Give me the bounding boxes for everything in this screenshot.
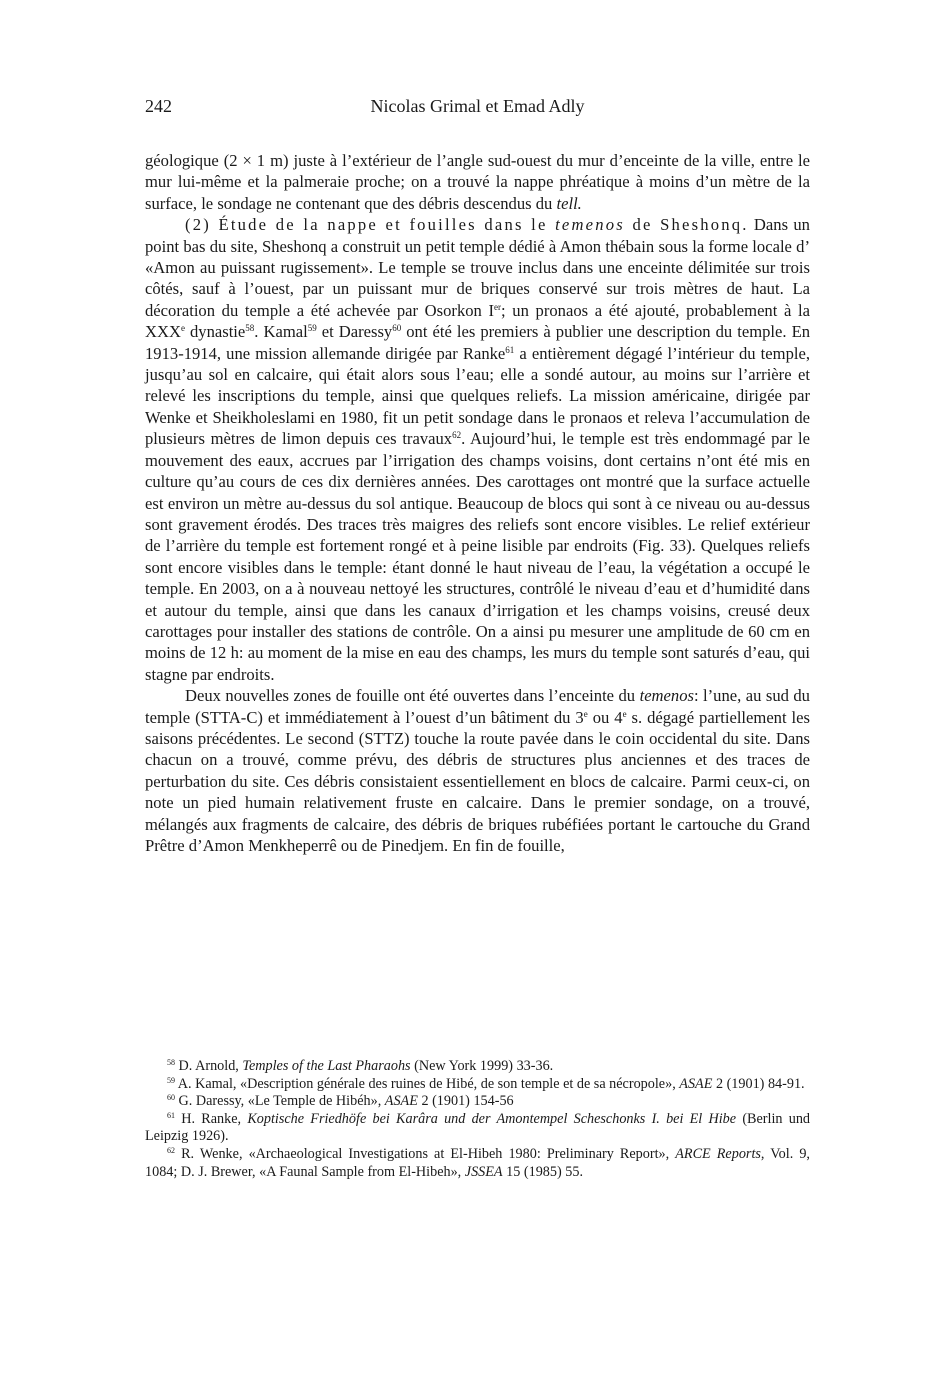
footnote-text: (Berlin und Leipzig 1926). (145, 1110, 811, 1145)
footnote-number: 58 (167, 1058, 175, 1067)
page-header (145, 96, 810, 126)
footnote-text: R. Wenke, «Archaeological Investigations at El-Hibeh 1980: Preliminary Report», (181, 1145, 676, 1162)
footnote-text: A. Kamal, «Description générale des ruines de Hibé, de son temple et de sa nécropole», (177, 1075, 680, 1092)
paragraph-3-text-c: ou 4 (587, 707, 623, 727)
footnotes (145, 1058, 810, 1181)
paragraph-1 (145, 150, 810, 214)
paragraph-2 (145, 214, 810, 685)
footnote-title: ARCE Reports (675, 1145, 761, 1162)
paragraph-2-text-b: ; un pronaos a été ajouté, probablement à la XXX (145, 300, 810, 342)
footnote-text: 2 (1901) 154-56 (417, 1093, 514, 1110)
footnote-58 (145, 1058, 810, 1076)
footnote-text: 15 (1985) 55. (502, 1163, 583, 1180)
superscript-e: e (622, 708, 627, 719)
footnote-62 (145, 1146, 810, 1181)
paragraph-3-text-d: s. dégagé partiellement les saisons précédentes. Le second (STTZ) touche la route pavée dans le coin occidental du site. Dans chacun on a trouvé, comme prévu, des débris de structures plus anciennes et des traces de perturbation du site. Ces débris consistaient essentiellement en blocs de calcaire. Parmi ceux-ci, on note un pied humain relativement fruste en calcaire. Dans le premier sondage, on a trouvé, mélangés aux fragments de calcaire, des débris de briques rubéfiées portant le cartouche du Grand Prêtre d’Amon Menkheperrê ou de Pinedjem. En fin de fouille, (145, 707, 810, 855)
paragraph-1-text: géologique (2 × 1 m) juste à l’extérieur de l’angle sud-ouest du mur d’enceinte de la ville, entre le mur lui-même et la palmeraie proche; on a trouvé la nappe phréatique à moins d’un mètre de la surface, le sondage ne contenant que des débris descendus du (145, 151, 810, 213)
section-heading-temenos: temenos (555, 215, 625, 235)
footnote-number: 59 (167, 1075, 175, 1085)
paragraph-2-text-e: et Daressy (316, 322, 393, 342)
footnote-ref-59[interactable]: 59 (307, 323, 317, 334)
footnote-text: 2 (1901) 84-91. (712, 1075, 805, 1092)
superscript-e: e (583, 708, 588, 719)
footnote-number: 60 (167, 1093, 175, 1103)
footnote-title: ASAE (679, 1075, 713, 1092)
paragraph-3 (145, 685, 810, 856)
section-heading-part2: de Sheshonq. (624, 215, 749, 235)
body-text (145, 150, 810, 856)
footnote-ref-60[interactable]: 60 (392, 323, 402, 334)
footnote-60 (145, 1093, 810, 1111)
footnote-title: Temples of the Last Pharaohs (242, 1058, 411, 1074)
footnote-title: ASAE (384, 1093, 418, 1110)
paragraph-3-text-b: : l’une, au sud du temple (STTA-C) et immédiatement à l’ouest d’un bâtiment du 3 (145, 686, 810, 727)
footnote-text: H. Ranke, (181, 1110, 248, 1127)
footnote-59 (145, 1076, 810, 1094)
paragraph-2-text-c: dynastie (184, 322, 246, 342)
footnote-number: 61 (167, 1110, 175, 1120)
footnote-title: Koptische Friedhöfe bei Karâra und der Amontempel Scheschonks I. bei El Hibe (247, 1110, 737, 1127)
footnote-ref-61[interactable]: 61 (505, 344, 515, 355)
superscript-e: e (180, 323, 185, 334)
page-number: 242 (145, 96, 172, 116)
footnote-number: 62 (167, 1145, 175, 1155)
section-heading-part1: (2) Étude de la nappe et fouilles dans le (185, 215, 556, 235)
footnote-text: , Vol. 9, 1084; D. J. Brewer, «A Faunal Sample from El-Hibeh», (145, 1145, 810, 1180)
tell-term: tell. (556, 193, 582, 213)
superscript-er: er (494, 301, 502, 312)
footnote-ref-62[interactable]: 62 (452, 430, 462, 441)
paragraph-2-text-d: . Kamal (254, 322, 308, 342)
paragraph-2-text-h: . Aujourd’hui, le temple est très endommagé par le mouvement des eaux, accrues par l’irrigation des champs voisins, dont certains n’ont été mis en culture qu’au cours de ces dix dernières années. Des carottages ont montré que la surface actuelle est environ un mètre au-dessus du sol antique. Beaucoup de blocs qui sont à ce niveau ou au-dessus sont gravement érodés. Des traces très maigres des reliefs sont encore visibles. Le relief extérieur de l’arrière du temple est fortement rongé et à peine lisible par endroits (Fig. 33). Quelques reliefs sont encore visibles dans le temple: étant donné le haut niveau de l’eau, la végétation a occupé le temple. En 2003, on a à nouveau nettoyé les structures, contrôlé le niveau d’eau et d’humidité dans et autour du temple, ainsi que dans les canaux d’irrigation et les champs voisins, creusé deux carottages pour installer des stations de contrôle. On a ainsi pu mesurer une amplitude de 60 cm en moins de 12 h: au moment de la mise en eau des champs, les murs du temple sont saturés d’eau, qui stagne par endroits. (145, 429, 810, 684)
paragraph-3-text-a: Deux nouvelles zones de fouille ont été ouvertes dans l’enceinte du (185, 686, 640, 706)
paragraph-2-text-g: a entièrement dégagé l’intérieur du temple, jusqu’au sol en calcaire, qui était alors sous l’eau; elle a sondé autour, au moins sur l’arrière et relevé les inscriptions du temple, ainsi que quelques reliefs. La mission américaine, dirigée par Wenke et Sheikholeslami en 1980, fit un petit sondage dans le pronaos et releva l’accumulation de plusieurs mètres de limon depuis ces travaux (145, 343, 810, 449)
running-title: Nicolas Grimal et Emad Adly (370, 96, 585, 116)
temenos-term: temenos (639, 686, 694, 706)
section-heading (185, 215, 749, 234)
footnote-title: JSSEA (464, 1163, 503, 1180)
footnote-ref-58[interactable]: 58 (245, 323, 255, 334)
paragraph-2-text-a: Dans un point bas du site, Sheshonq a construit un petit temple dédié à Amon thébain sous la forme locale d’ «Amon au puissant rugissement». Le temple se trouve inclus dans une enceinte délimitée sur trois côtés, sauf à l’ouest, par un puissant mur de briques conservé sur trois mètres de haut. La décoration du temple a été achevée par Osorkon I (145, 215, 810, 320)
footnote-text: (New York 1999) 33-36. (410, 1058, 554, 1074)
footnote-text: D. Arnold, (178, 1058, 243, 1074)
paragraph-2-text-f: ont été les premiers à publier une description du temple. En 1913-1914, une mission allemande dirigée par Ranke (145, 322, 810, 363)
footnote-text: G. Daressy, «Le Temple de Hibéh», (178, 1093, 385, 1110)
footnote-61 (145, 1111, 810, 1146)
